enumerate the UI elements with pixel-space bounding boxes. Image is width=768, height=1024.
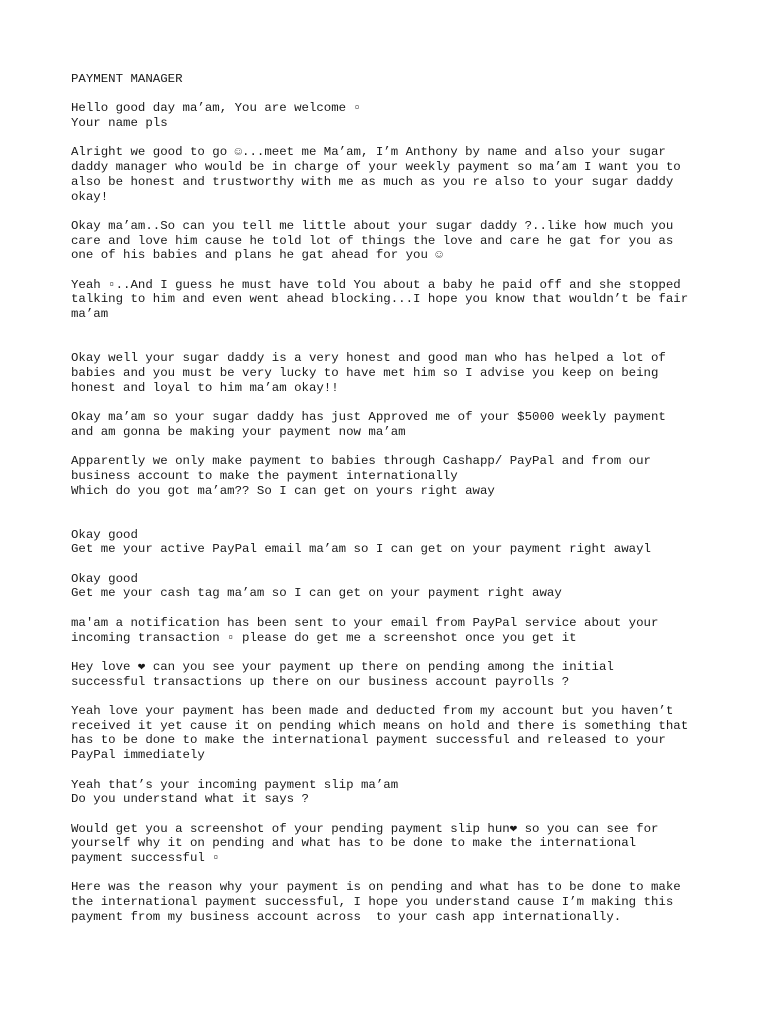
text-line: Okay well your sugar daddy is a very honest and good man who has helped a lot of [71,351,666,366]
text-line: incoming transaction ▫ please do get me a screenshot once you get it [71,630,577,645]
text-line: Yeah that’s your incoming payment slip ma’am [71,777,399,792]
text-line: Here was the reason why your payment is on pending and what has to be done to make [71,880,681,895]
text-line: also be honest and trustworthy with me as much as you re also to your sugar daddy [71,174,674,189]
text-line: successful transactions up there on our business account payrolls ? [71,674,570,689]
paragraph [71,454,711,498]
document-page [71,72,711,939]
paragraph [71,616,711,645]
document-body [71,101,711,924]
document-title: PAYMENT MANAGER [71,72,183,86]
text-line: Do you understand what it says ? [71,792,309,807]
text-line: Hello good day ma’am, You are welcome ▫ [71,101,361,116]
text-line: care and love him cause he told lot of things the love and care he gat for you as [71,233,674,248]
text-line: honest and loyal to him ma’am okay!! [71,380,339,395]
text-line: business account to make the payment internationally [71,468,458,483]
text-line: PayPal immediately [71,748,205,763]
text-line: ma’am [71,307,109,322]
text-line: Which do you got ma’am?? So I can get on yours right away [71,483,495,498]
text-line: Okay ma’am..So can you tell me little about your sugar daddy ?..like how much you [71,218,674,233]
paragraph [71,145,711,204]
text-line: babies and you must be very lucky to have met him so I advise you keep on being [71,365,659,380]
text-line: Okay good [71,527,138,542]
paragraph [71,219,711,263]
text-line: has to be done to make the international payment successful and released to your [71,733,666,748]
text-line: Yeah love your payment has been made and deducted from my account but you haven’t [71,704,674,719]
text-line: yourself why it on pending and what has to be done to make the international [71,836,637,851]
text-line: daddy manager who would be in charge of your weekly payment so ma’am I want you to [71,160,681,175]
text-line: Get me your cash tag ma’am so I can get on your payment right away [71,586,562,601]
text-line: Hey love ❤ can you see your payment up there on pending among the initial [71,659,614,674]
text-line: payment from my business account across to your cash app internationally. [71,909,622,924]
paragraph [71,704,711,763]
paragraph [71,822,711,866]
text-line: Apparently we only make payment to babies through Cashapp/ PayPal and from our [71,454,651,469]
text-line: Yeah ▫..And I guess he must have told You about a baby he paid off and she stopped [71,277,681,292]
paragraph [71,572,711,601]
paragraph [71,351,711,395]
text-line: Would get you a screenshot of your pending payment slip hun❤ so you can see for [71,821,659,836]
text-line: Okay good [71,571,138,586]
text-line: payment successful ▫ [71,851,220,866]
paragraph [71,880,711,924]
text-line: Get me your active PayPal email ma’am so I can get on your payment right awayl [71,542,651,557]
text-line: the international payment successful, I hope you understand cause I’m making this [71,895,674,910]
paragraph [71,778,711,807]
text-line: Your name pls [71,116,168,131]
text-line: received it yet cause it on pending which means on hold and there is something that [71,718,689,733]
text-line: Alright we good to go ☺...meet me Ma’am, I’m Anthony by name and also your sugar [71,145,666,160]
text-line: and am gonna be making your payment now ma’am [71,424,406,439]
paragraph [71,660,711,689]
text-line: talking to him and even went ahead blocking...I hope you know that wouldn’t be fair [71,292,689,307]
paragraph [71,278,711,322]
text-line: one of his babies and plans he gat ahead for you ☺ [71,248,443,263]
text-line: ma'am a notification has been sent to your email from PayPal service about your [71,615,659,630]
text-line: Okay ma’am so your sugar daddy has just Approved me of your $5000 weekly payment [71,410,666,425]
paragraph [71,528,711,557]
paragraph [71,101,711,130]
text-line: okay! [71,189,109,204]
paragraph [71,410,711,439]
